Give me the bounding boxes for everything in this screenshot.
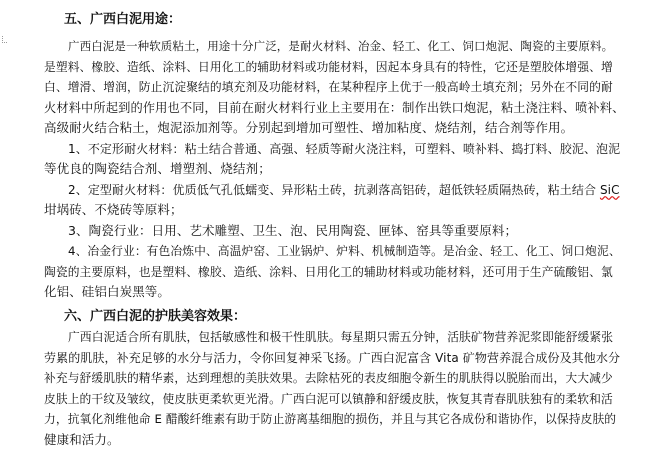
text-line: 火材料中所起到的作用也不同，目前在耐火材料行业上主要用在：制作出铁口炮泥，粘土浇注料、喷补料、 bbox=[44, 100, 625, 115]
text-segment: 2、定型耐火材料：优质低气孔低蠕变、异形粘土砖，抗剥落高铝砖，超低铁轻质隔热砖，粘土结合 bbox=[68, 182, 600, 197]
text-line: 化铝、硅铝白炭黑等。 bbox=[44, 284, 171, 299]
text-line: 皮肤上的干纹及皱纹，使皮肤更柔软更光滑。广西白泥可以镇静和舒缓皮肤，恢复其青春肌肤独有的柔软和活 bbox=[44, 391, 613, 406]
section6-heading: 六、广西白泥的护肤美容效果： bbox=[64, 309, 247, 324]
text-line: 坩埚砖、不烧砖等原料； bbox=[44, 202, 183, 217]
text-line: 补充与舒缓肌肤的精华素，达到理想的美肤效果。去除枯死的表皮细胞令新生的肌肤得以脱胎而出，大大减少 bbox=[44, 371, 613, 385]
text-line: 劳累的肌肤，补充足够的水分与活力，令你回复神采飞扬。广西白泥富含 Vita 矿物营养混合成份及其他水分 bbox=[44, 350, 621, 365]
section5-paragraph bbox=[44, 36, 624, 303]
text-line: 陶瓷的主要原料，也是塑料、橡胶、造纸、涂料、日用化工的辅助材料或功能材料，还可用于生产硫酸铝、氯 bbox=[44, 264, 613, 279]
text-line bbox=[44, 180, 624, 201]
text-line: 等优良的陶瓷结合剂、增塑剂、烧结剂； bbox=[44, 161, 271, 176]
paragraph-mark-icon bbox=[2, 36, 7, 43]
text-line: 4、冶金行业：有色冶炼中、高温炉窑、工业锅炉、炉料、机械制造等。是冶金、轻工、化工、饲口炮泥、 bbox=[68, 244, 621, 258]
text-line: 3、陶瓷行业：日用、艺术雕塑、卫生、泡、民用陶瓷、匣钵、窑具等重要原料； bbox=[68, 222, 518, 238]
text-line: 高级耐火结合粘土，炮泥添加剂等。分别起到增加可塑性、增加粘度、烧结剂，结合剂等作用。 bbox=[44, 120, 574, 135]
text-line: 是塑料、橡胶、造纸、涂料、日用化工的辅助材料或功能材料，因起本身具有的特性，它还是塑胶体增强、增 bbox=[44, 59, 613, 74]
text-line: 白、增滑、增润，防止沉淀聚结的填充剂及功能材料，在某种程序上优于一般高岭土填充剂；另外在不同的耐 bbox=[44, 80, 613, 94]
text-line: 健康和活力。 bbox=[44, 431, 120, 447]
text-line: 广西白泥适合所有肌肤，包括敏感性和极干性肌肤。每星期只需五分钟，活肤矿物营养泥浆即能舒缓紧张 bbox=[68, 330, 614, 344]
text-line: 广西白泥是一种软质粘土，用途十分广泛，是耐火材料、冶金、轻工、化工、饲口炮泥、陶瓷的主要原料。 bbox=[68, 39, 614, 53]
text-line: 1、不定形耐火材料：粘土结合普通、高强、轻质等耐火浇注料，可塑料、喷补料、捣打料、胶泥、泡泥 bbox=[68, 141, 621, 156]
text-line: 力，抗氧化剂维他命 E 醋酸纤维素有助于防止游离基细胞的损伤，并且与其它各成份和谐协作，以保持皮肤的 bbox=[44, 412, 617, 426]
spellcheck-word: SiC bbox=[599, 182, 620, 197]
section5-heading: 五、广西白泥用途： bbox=[64, 12, 182, 27]
section6-paragraph bbox=[44, 327, 624, 450]
